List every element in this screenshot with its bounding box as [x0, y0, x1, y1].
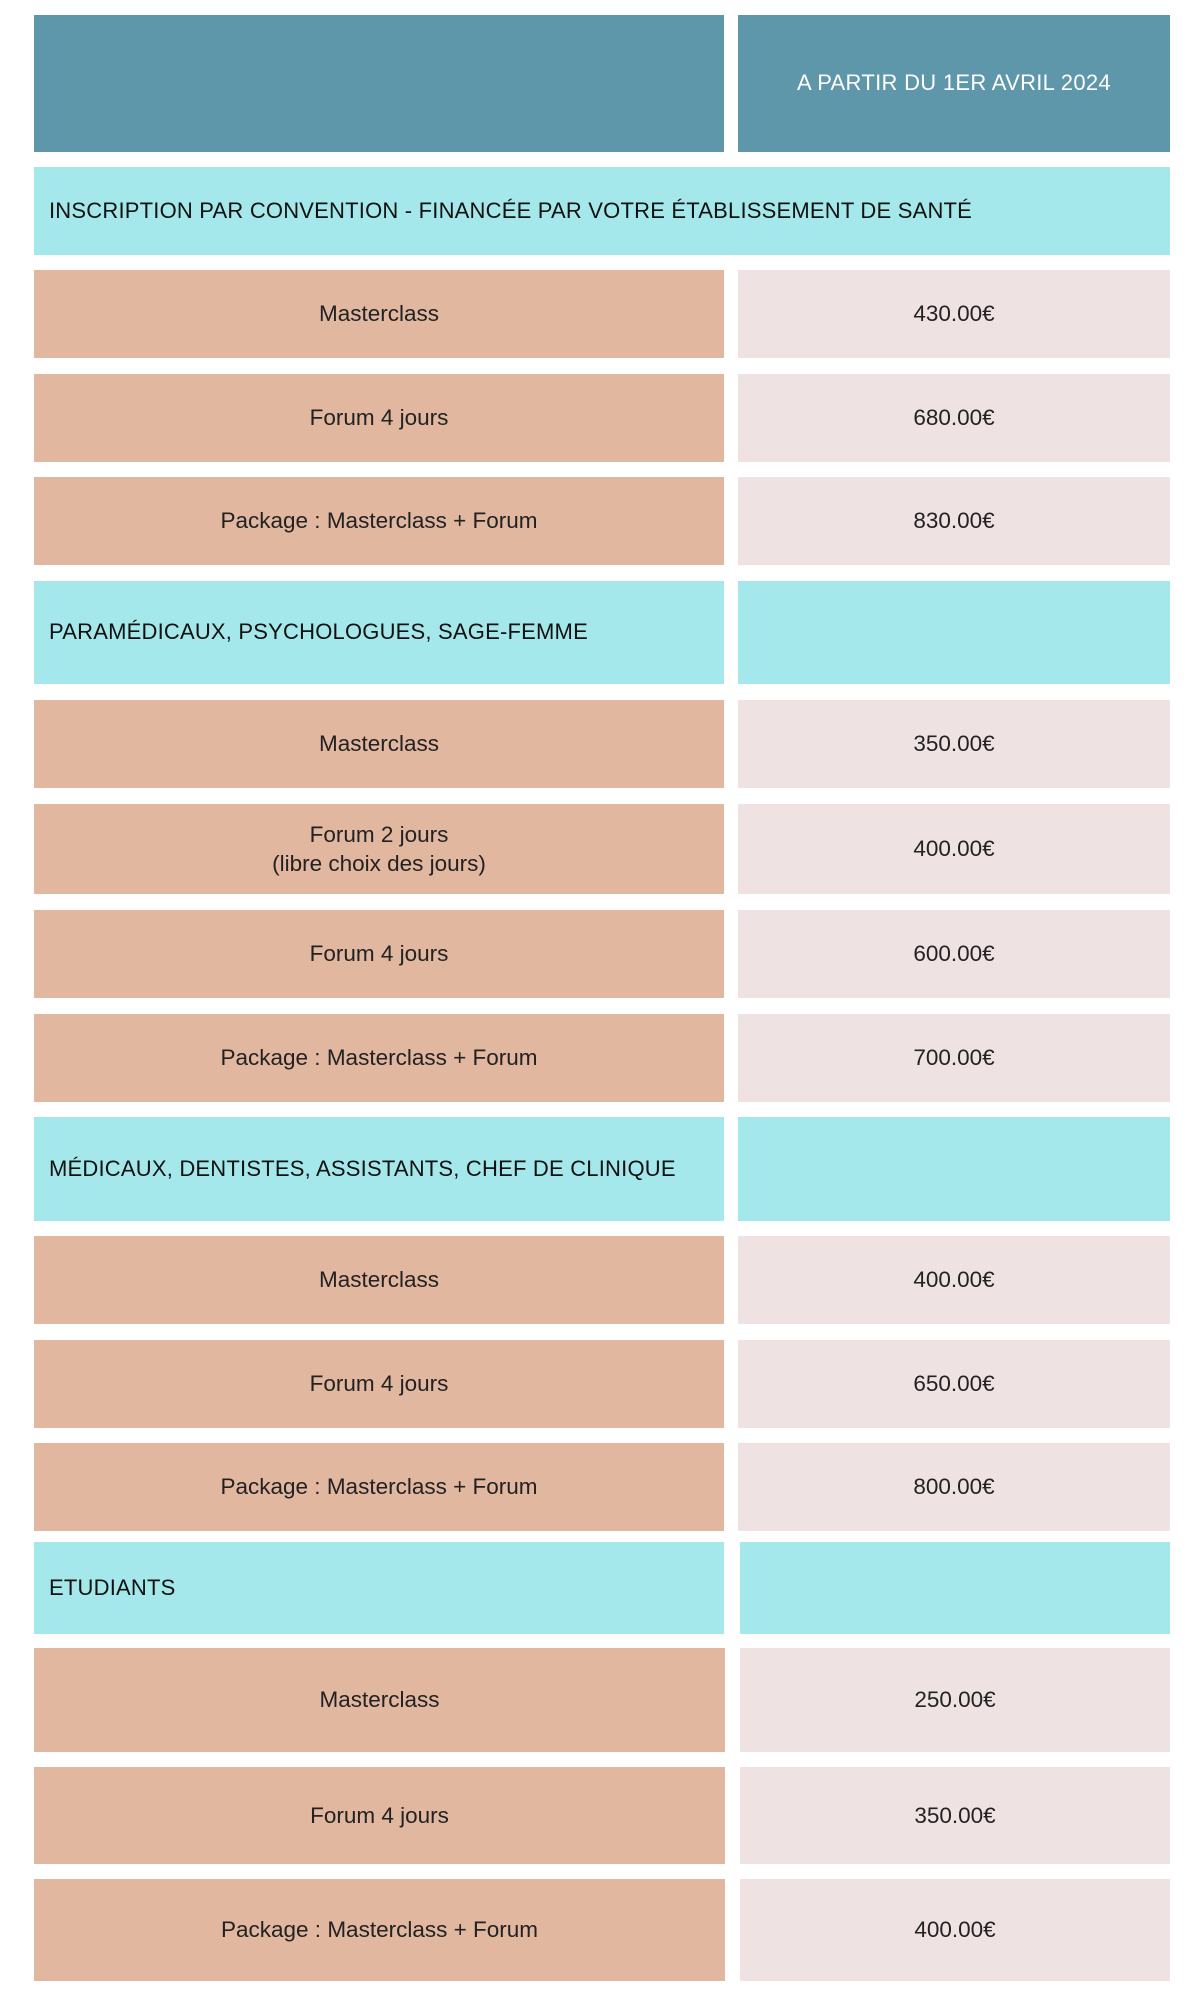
section-medicaux-header — [34, 1117, 724, 1221]
row-name: Masterclass — [319, 1687, 440, 1713]
row-label — [34, 477, 724, 565]
section-convention-header — [34, 167, 1170, 255]
row-name: Package : Masterclass + Forum — [221, 1917, 538, 1943]
section-medicaux-price-header — [738, 1117, 1170, 1221]
section-paramedicaux-header — [34, 581, 724, 684]
header-date-cell — [738, 15, 1170, 152]
row-price — [738, 1014, 1170, 1102]
row-label — [34, 910, 724, 998]
row-label — [34, 1236, 724, 1324]
price-value: 430.00€ — [913, 301, 995, 327]
row-name: Forum 2 jours — [309, 821, 449, 847]
price-value: 250.00€ — [914, 1687, 996, 1713]
section-etudiants-price-header — [740, 1542, 1170, 1634]
price-value: 400.00€ — [914, 1917, 996, 1943]
price-value: 350.00€ — [913, 731, 995, 757]
row-price — [738, 374, 1170, 462]
row-price — [738, 804, 1170, 894]
row-name: Forum 4 jours — [309, 1371, 449, 1397]
section-label: PARAMÉDICAUX, PSYCHOLOGUES, SAGE-FEMME — [49, 619, 588, 645]
row-price — [740, 1648, 1170, 1752]
price-value: 680.00€ — [913, 405, 995, 431]
row-name: Masterclass — [318, 1267, 440, 1293]
row-note: (libre choix des jours) — [272, 851, 486, 876]
price-value: 830.00€ — [913, 508, 995, 534]
price-value: 600.00€ — [913, 941, 995, 967]
row-price — [738, 270, 1170, 358]
row-name: Forum 4 jours — [310, 1802, 449, 1828]
row-label — [34, 1767, 725, 1864]
price-value: 700.00€ — [913, 1045, 995, 1071]
row-name: Forum 4 jours — [309, 941, 449, 967]
row-price — [738, 1236, 1170, 1324]
row-label — [34, 1879, 725, 1981]
row-price — [740, 1879, 1170, 1981]
row-label — [34, 374, 724, 462]
row-label — [34, 1014, 724, 1102]
section-label: INSCRIPTION PAR CONVENTION - FINANCÉE PAR VOTRE ÉTABLISSEMENT DE SANTÉ — [49, 197, 973, 223]
section-paramedicaux-price-header — [738, 581, 1170, 684]
row-label — [34, 1443, 724, 1531]
row-price — [738, 477, 1170, 565]
row-label — [34, 700, 724, 788]
header-empty-cell — [34, 15, 724, 152]
section-label: MÉDICAUX, DENTISTES, ASSISTANTS, CHEF DE CLINIQUE — [49, 1155, 676, 1181]
section-label: ETUDIANTS — [49, 1574, 176, 1600]
price-value: 800.00€ — [913, 1474, 995, 1500]
row-label — [34, 1340, 724, 1428]
row-price — [738, 1443, 1170, 1531]
row-name: Forum 4 jours — [309, 405, 449, 431]
price-value: 650.00€ — [913, 1371, 995, 1397]
row-label — [34, 804, 724, 894]
row-price — [738, 910, 1170, 998]
row-label — [34, 270, 724, 358]
price-value: 350.00€ — [914, 1802, 996, 1828]
row-name: Masterclass — [318, 731, 440, 757]
row-name: Masterclass — [318, 301, 440, 327]
row-price — [738, 1340, 1170, 1428]
section-etudiants-header — [34, 1542, 724, 1634]
row-label — [34, 1648, 725, 1752]
row-name: Package : Masterclass + Forum — [220, 1045, 538, 1071]
header-title: A PARTIR DU 1ER AVRIL 2024 — [797, 70, 1111, 96]
price-value: 400.00€ — [913, 1267, 995, 1293]
price-value: 400.00€ — [913, 836, 995, 862]
row-price — [740, 1767, 1170, 1864]
row-price — [738, 700, 1170, 788]
row-name: Package : Masterclass + Forum — [220, 1474, 538, 1500]
row-name: Package : Masterclass + Forum — [220, 508, 538, 534]
